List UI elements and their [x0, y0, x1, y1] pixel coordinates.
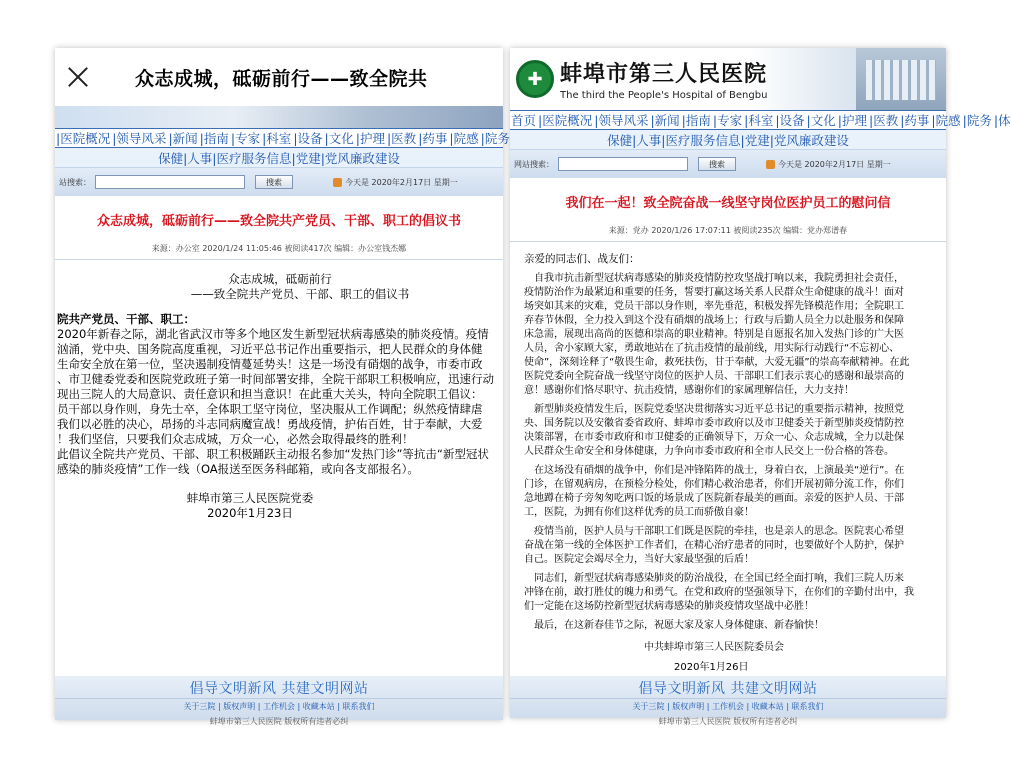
footer-links[interactable]: 关于三院 | 版权声明 | 工作机会 | 收藏本站 | 联系我们 — [55, 698, 503, 714]
paragraph-line: 门诊，在留观病房，在预检分检处，你们精心救治患者，你们开展初筛分流工作，你们 — [524, 479, 904, 490]
nav-item[interactable]: |专家 — [712, 113, 743, 128]
paragraph-line: 冲锋在前，敢打胜仗的魄力和勇气。在党和政府的坚强领导下，在你们的辛勤付出中，我 — [524, 587, 914, 598]
footer-links[interactable]: 关于三院 | 版权声明 | 工作机会 | 收藏本站 | 联系我们 — [510, 698, 946, 714]
paragraph-line: 床急需，展现出高尚的医德和崇高的职业精神。特别是自愿报名加入发热门诊的广大医 — [524, 329, 904, 340]
right-screenshot-panel — [510, 48, 1011, 726]
paragraph — [524, 525, 946, 567]
footer-slogan: 倡导文明新风 共建文明网站 — [189, 681, 369, 697]
signature: 中共蚌埠市第三人民医院委员会 — [644, 642, 784, 653]
paragraph-line: 自己。医院定会竭尽全力，当好大家最坚强的后盾！ — [524, 554, 754, 565]
nav-item[interactable]: |药事 — [900, 113, 930, 128]
salutation: 亲爱的同志们、战友们： — [524, 253, 640, 265]
nav-item[interactable]: |医教 — [868, 113, 899, 128]
paragraph-line: 们一定能在这场防控新型冠状病毒感染的肺炎疫情攻坚战中必胜！ — [524, 601, 814, 612]
paragraph-line: 在这场没有硝烟的战争中，你们是冲锋陷阵的战士，身着白衣，上演最美“逆行”。在 — [534, 465, 905, 476]
paragraph-line: 新型肺炎疫情发生后，医院党委坚决贯彻落实习近平总书记的重要指示精神，按照党 — [534, 404, 904, 415]
nav-item[interactable]: |药事 — [418, 131, 448, 146]
paragraph-line: 、市卫健委党委和医院党政班子第一时间部署安排，全院干部职工积极响应，迅速行动 — [57, 372, 494, 386]
heading-line: ——致全院共产党员、干部、职工的倡议书 — [190, 287, 410, 301]
paragraph-line: 同志们，新型冠状病毒感染肺炎的防治战役，在全国已经全面打响，我们三院人历来 — [534, 573, 904, 584]
nav-item[interactable]: |指南 — [199, 131, 229, 146]
paragraph-line: 急地蹲在椅子旁匆匆吃两口饭的场景成了医院新春最美的画面。亲爱的医护人员、干部 — [524, 493, 904, 504]
paragraph — [524, 272, 946, 398]
hospital-logo-icon: ✚ — [516, 60, 554, 98]
nav-item[interactable]: |文化 — [806, 113, 836, 128]
paragraph-line: 使命”，深刻诠释了“敬畏生命，救死扶伤，甘于奉献，大爱无疆”的崇高奉献精神。在此 — [524, 357, 910, 368]
search-input[interactable] — [558, 157, 688, 171]
paragraph-line: ！我们坚信，只要我们众志成城，万众一心，必然会取得最终的胜利！ — [57, 432, 414, 446]
article-meta: 来源：办公室 2020/1/24 11:05:46 被阅读417次 编辑：办公室钱杰娜 — [55, 237, 503, 260]
primary-nav — [510, 110, 1011, 130]
paragraph-line: 工，医院，为拥有你们这样优秀的员工而骄傲自豪！ — [524, 507, 754, 518]
search-label: 网站搜索： — [514, 159, 554, 169]
nav-item[interactable]: |文化 — [324, 131, 354, 146]
site-footer — [55, 676, 503, 726]
paragraph-line: 决策部署，在市委市政府和市卫健委的正确领导下，万众一心、众志成城，全力以赴保 — [524, 432, 904, 443]
search-input[interactable] — [95, 175, 245, 189]
paragraph-line: 疫情防治作为最紧迫和重要的任务，誓要打赢这场关系人民群众生命健康的战斗！面对 — [524, 287, 904, 298]
nav-item[interactable]: |专家 — [230, 131, 261, 146]
secondary-nav[interactable]: 保健|人事|医疗服务信息|党建|党风廉政建设 — [510, 130, 946, 150]
paragraph — [524, 572, 946, 614]
left-screenshot-panel — [55, 48, 510, 726]
mobile-title-bar — [55, 48, 503, 106]
site-footer — [510, 676, 946, 726]
nav-item[interactable]: |体 — [993, 113, 1011, 128]
nav-item[interactable]: |院务 — [962, 113, 992, 128]
calendar-icon — [766, 160, 775, 169]
paragraph — [524, 464, 946, 520]
nav-item[interactable]: |院感 — [449, 131, 479, 146]
nav-item[interactable]: |护理 — [355, 131, 385, 146]
nav-item[interactable]: |科室 — [262, 131, 292, 146]
paragraph-line: 场突如其来的灾难，党员干部以身作则，率先垂范，积极发挥先锋模范作用；全院职工 — [524, 301, 904, 312]
nav-item[interactable]: |设备 — [293, 131, 323, 146]
search-button[interactable]: 搜索 — [698, 157, 736, 171]
paragraph-line: 现出三院人的大局意识、责任意识和担当意识！在此重大关头，特向全院职工倡议： — [57, 387, 483, 401]
footer-slogan: 倡导文明新风 共建文明网站 — [638, 681, 818, 697]
paragraph-line: 我们以必胜的决心，昂扬的斗志同病魔宣战！勇战疫情，护佑百姓，甘于奉献，大爱 — [57, 417, 483, 431]
footer-copyright: 蚌埠市第三人民医院 版权所有违者必纠 — [209, 717, 349, 726]
nav-item[interactable]: |护理 — [837, 113, 867, 128]
nav-item[interactable]: |医院概况 — [56, 131, 111, 146]
salutation: 院共产党员、干部、职工： — [57, 312, 195, 326]
paragraph — [524, 619, 946, 633]
paragraph — [57, 327, 503, 477]
paragraph-line: 意！感谢你们恪尽职守、抗击疫情，感谢你们的家属理解信任，大力支持！ — [524, 385, 854, 396]
search-bar — [510, 150, 946, 178]
nav-item[interactable]: |指南 — [681, 113, 711, 128]
article-body — [510, 242, 946, 675]
paragraph-line: 疫情当前，医护人员与干部职工们既是医院的牵挂，也是亲人的思念。医院衷心希望 — [534, 526, 904, 537]
sign-date: 2020年1月26日 — [674, 662, 749, 673]
close-icon[interactable] — [59, 57, 99, 97]
nav-item[interactable]: |科室 — [744, 113, 774, 128]
paragraph-line: 人民群众生命安全和身体健康，力争向市委市政府和全市人民交上一份合格的答卷。 — [524, 446, 894, 457]
search-button[interactable]: 搜索 — [255, 175, 293, 189]
sign-date: 2020年1月23日 — [207, 506, 293, 520]
paragraph-line: 最后，在这新春佳节之际，祝愿大家及家人身体健康、新春愉快！ — [534, 620, 824, 631]
hospital-name-en: The third the People's Hospital of Bengbu — [560, 90, 768, 101]
article-meta: 来源：党办 2020/1/26 17:07:11 被阅读235次 编辑：党办郑谱春 — [510, 219, 946, 242]
hospital-header — [510, 48, 946, 110]
paragraph-line: 自我市抗击新型冠状病毒感染的肺炎疫情防控攻坚战打响以来，我院勇担社会责任， — [534, 273, 904, 284]
footer-copyright: 蚌埠市第三人民医院 版权所有违者必纠 — [658, 717, 798, 726]
paragraph-line: 感染的肺炎疫情”工作一线（OA报送至医务科邮箱，或向各支部报名）。 — [57, 462, 419, 476]
paragraph-line: 员干部以身作则，身先士卒，全体职工坚守岗位，坚决服从工作调配；纵然疫情肆虐 — [57, 402, 483, 416]
article-title: 我们在一起！致全院奋战一线坚守岗位医护员工的慰问信 — [565, 196, 891, 211]
nav-item[interactable]: |新闻 — [168, 131, 198, 146]
header-banner — [55, 106, 503, 128]
paragraph — [524, 403, 946, 459]
paragraph-line: 央、国务院以及安徽省委省政府、蚌埠市委市政府以及市卫健委关于新型肺炎疫情防控 — [524, 418, 904, 429]
article-title: 众志成城，砥砺前行——致全院共产党员、干部、职工的倡议书 — [96, 214, 461, 229]
date-text: 今天是 2020年2月17日 星期一 — [345, 177, 458, 187]
paragraph-line: 奋战在第一线的全体医护工作者们，在精心治疗患者的同时，也要做好个人防护，保护 — [524, 540, 904, 551]
search-bar — [55, 168, 503, 196]
paragraph-line: 弃春节休假，全力投入到这个没有硝烟的战场上；行政与后勤人员全力以赴服务和保障 — [524, 315, 904, 326]
paragraph-line: 此倡议全院共产党员、干部、职工积极踊跃主动报名参加“发热门诊”等抗击“新型冠状 — [57, 447, 489, 461]
building-image — [856, 48, 946, 110]
paragraph-line: 生命安全放在第一位，坚决遏制疫情蔓延势头！这是一场没有硝烟的战争，市委市政 — [57, 357, 483, 371]
nav-item[interactable]: |领导风采 — [112, 131, 167, 146]
hospital-name: 蚌埠市第三人民医院 — [560, 61, 768, 87]
paragraph-line: 2020年新春之际，湖北省武汉市等多个地区发生新型冠状病毒感染的肺炎疫情。疫情 — [57, 327, 489, 341]
nav-item[interactable]: |新闻 — [650, 113, 680, 128]
nav-item[interactable]: 首页 — [511, 113, 537, 128]
primary-nav — [55, 128, 510, 148]
nav-item[interactable]: |领导风采 — [594, 113, 649, 128]
article-body — [55, 260, 503, 521]
nav-item[interactable]: |院感 — [931, 113, 961, 128]
search-label: 站搜索： — [59, 177, 91, 187]
nav-item[interactable]: |医院概况 — [538, 113, 593, 128]
heading-line: 众志成城，砥砺前行 — [228, 272, 332, 286]
nav-item[interactable]: |院务 — [480, 131, 510, 146]
date-text: 今天是 2020年2月17日 星期一 — [778, 159, 891, 169]
mobile-page-title: 众志成城，砥砺前行——致全院共 — [135, 67, 428, 90]
paragraph-line: 人员，舍小家顾大家，勇敢地站在了抗击疫情的最前线，用实际行动践行“不忘初心、 — [524, 343, 900, 354]
nav-item[interactable]: |医教 — [386, 131, 417, 146]
calendar-icon — [333, 178, 342, 187]
paragraph-line: 医院党委向全院奋战一线坚守岗位的医护人员、干部职工们表示衷心的感谢和最崇高的 — [524, 371, 904, 382]
nav-item[interactable]: |设备 — [775, 113, 805, 128]
signature: 蚌埠市第三人民医院党委 — [186, 491, 314, 505]
paragraph-line: 汹涌，党中央、国务院高度重视，习近平总书记作出重要指示，把人民群众的身体健 — [57, 342, 483, 356]
secondary-nav[interactable]: 保健|人事|医疗服务信息|党建|党风廉政建设 — [55, 148, 503, 168]
paragraphs — [524, 272, 946, 633]
